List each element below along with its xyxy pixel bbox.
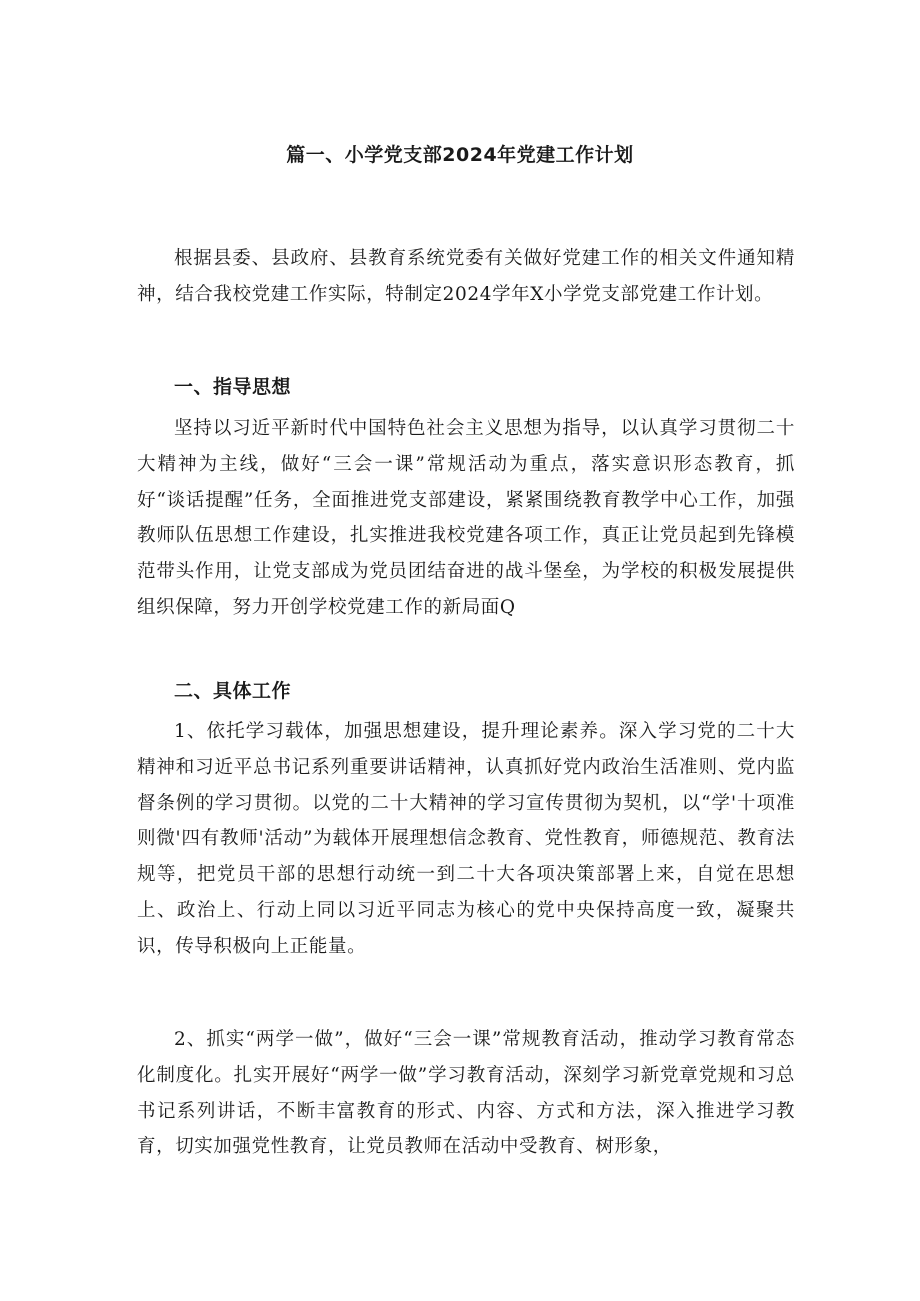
specific-work-paragraph-2: 2、抓实“两学一做”，做好“三会一课”常规教育活动，推动学习教育常态化制度化。扎实开展好“两学一做”学习教育活动，深刻学习新党章党规和习总书记系列讲话，不断丰富教育的形式、内容、方式和方法，深入推进学习教育，切实加强党性教育，让党员教师在活动中受教育、树形象， <box>137 1029 795 1158</box>
document-title: 篇一、小学党支部2024年党建工作计划 <box>286 144 634 166</box>
section-heading-specific-work: 二、具体工作 <box>174 680 292 702</box>
guiding-ideology-paragraph: 坚持以习近平新时代中国特色社会主义思想为指导，以认真学习贯彻二十大精神为主线，做好“三会一课”常规活动为重点，落实意识形态教育，抓好“谈话提醒”任务，全面推进党支部建设，紧紧围绕教育教学中心工作，加强教师队伍思想工作建设，扎实推进我校党建各项工作，真正让党员起到先锋模范带头作用，让党支部成为党员团结奋进的战斗堡垒，为学校的积极发展提供组织保障，努力开创学校党建工作的新局面Q <box>137 418 795 618</box>
intro-paragraph: 根据县委、县政府、县教育系统党委有关做好党建工作的相关文件通知精神，结合我校党建工作实际，特制定2024学年X小学党支部党建工作计划。 <box>137 248 795 305</box>
specific-work-paragraph-1: 1、依托学习载体，加强思想建设，提升理论素养。深入学习党的二十大精神和习近平总书记系列重要讲话精神，认真抓好党内政治生活准则、党内监督条例的学习贯彻。以党的二十大精神的学习宣传贯彻为契机，以“学'十项准则微'四有教师'活动”为载体开展理想信念教育、党性教育，师德规范、教育法规等，把党员干部的思想行动统一到二十大各项决策部署上来，自觉在思想上、政治上、行动上同以习近平同志为核心的党中央保持高度一致，凝聚共识，传导积极向上正能量。 <box>137 721 795 957</box>
section-heading-guiding-ideology: 一、指导思想 <box>174 376 292 398</box>
